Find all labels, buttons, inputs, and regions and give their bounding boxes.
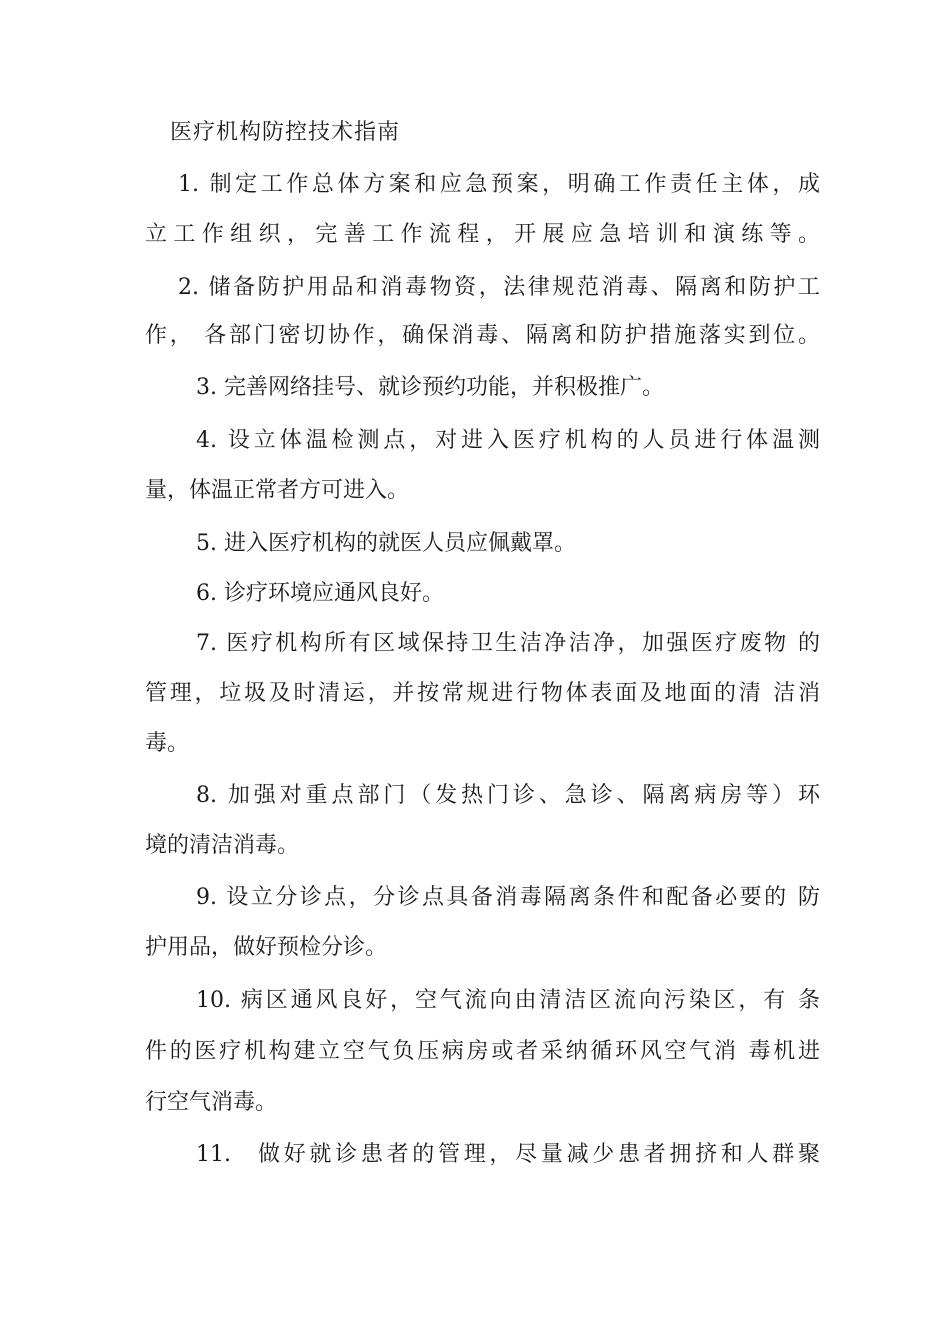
paragraph-9-line-2: 护用品，做好预检分诊。	[145, 935, 388, 960]
paragraph-8-line-2: 境的清洁消毒。	[145, 833, 300, 858]
paragraph-2-line-1: 2. 储备防护用品和消毒物资，法律规范消毒、隔离和防护工	[178, 275, 820, 300]
paragraph-10-line-2: 件的医疗机构建立空气负压病房或者采纳循环风空气消 毒机进	[145, 1039, 820, 1064]
paragraph-1-line-2: 立工作组织，完善工作流程，开展应急培训和演练等。	[145, 222, 820, 247]
paragraph-10-line-1: 10. 病区通风良好，空气流向由清洁区流向污染区，有 条	[196, 988, 820, 1013]
paragraph-9-line-1: 9. 设立分诊点，分诊点具备消毒隔离条件和配备必要的 防	[196, 885, 820, 910]
paragraph-6-line-1: 6. 诊疗环境应通风良好。	[196, 581, 444, 606]
paragraph-4-line-1: 4. 设立体温检测点，对进入医疗机构的人员进行体温测	[196, 428, 820, 453]
paragraph-3-line-1: 3. 完善网络挂号、就诊预约功能，并积极推广。	[196, 375, 664, 400]
paragraph-7-line-2: 管理，垃圾及时清运，并按常规进行物体表面及地面的清 洁消	[145, 681, 820, 706]
paragraph-11-line-1: 做好就诊患者的管理，尽量减少患者拥挤和人群聚	[258, 1142, 820, 1167]
paragraph-5-line-1: 5. 进入医疗机构的就医人员应佩戴罩。	[196, 531, 576, 556]
paragraph-10-line-3: 行空气消毒。	[145, 1090, 278, 1115]
paragraph-7-line-3: 毒。	[145, 731, 190, 756]
paragraph-1-line-1: 1. 制定工作总体方案和应急预案，明确工作责任主体，成	[178, 172, 820, 197]
paragraph-11-number: 11.	[196, 1142, 231, 1167]
paragraph-8-line-1: 8. 加强对重点部门（发热门诊、急诊、隔离病房等）环	[196, 783, 820, 808]
paragraph-4-line-2: 量，体温正常者方可进入。	[145, 478, 410, 503]
paragraph-2-line-2: 作， 各部门密切协作，确保消毒、隔离和防护措施落实到位。	[145, 323, 820, 348]
paragraph-7-line-1: 7. 医疗机构所有区域保持卫生洁净洁净，加强医疗废物 的	[196, 631, 820, 656]
document-title: 医疗机构防控技术指南	[170, 120, 401, 145]
